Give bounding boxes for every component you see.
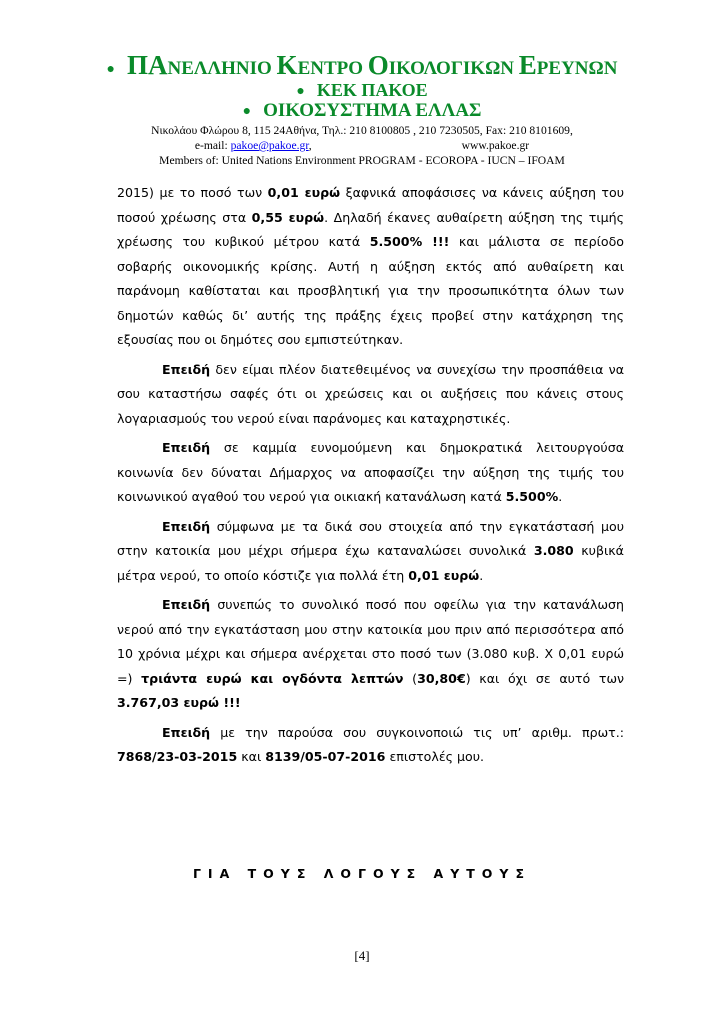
text-run: επιστολές μου.	[385, 749, 485, 764]
bold-text-run: 3.767,03 ευρώ !!!	[117, 695, 241, 710]
bold-text-run: Επειδή	[162, 597, 211, 612]
letterhead-subtitle-2	[0, 100, 724, 122]
letterhead-line2: ΚΕΚ ΠΑΚΟΕ	[316, 80, 428, 100]
paragraph	[117, 436, 624, 510]
email-label: e-mail:	[194, 139, 231, 152]
title-part: Κ	[276, 50, 298, 80]
title-part: ΙΚΟΛΟΓΙΚΩΝ	[388, 58, 519, 79]
text-run: . Δηλαδή έκανες αυθαίρετη αύξηση της τιμής χρέωσης του κυβικού μέτρου κατά	[117, 209, 624, 249]
title-part: ΠΑ	[126, 50, 168, 80]
text-run: .	[479, 567, 484, 583]
bold-text-run: 8139/05-07-2016	[265, 749, 386, 764]
bold-text-run: τριάντα ευρώ και ογδόντα λεπτών	[141, 670, 404, 686]
paragraph	[117, 358, 624, 432]
email-link[interactable]: pakoe@pakoe.gr	[230, 139, 309, 152]
letterhead-title	[0, 50, 724, 81]
website-text: www.pakoe.gr	[461, 139, 530, 152]
paragraph	[117, 721, 624, 770]
paragraph	[117, 181, 624, 353]
bold-text-run: 0,01 ευρώ	[267, 185, 341, 200]
letterhead-members: Members of: United Nations Environment PROGRAM - ECOROPA - IUCN – IFOAM	[159, 154, 565, 167]
title-part: ΕΝΤΡΟ	[297, 58, 368, 79]
letter-body	[117, 181, 624, 775]
text-run: (	[403, 670, 418, 686]
bold-text-run: 5.500% !!!	[369, 234, 450, 249]
text-run: ξαφνικά αποφάσισες να κάνεις αύξηση του ποσού χρέωσης στα	[117, 185, 624, 225]
text-run: κυβικά μέτρα νερού, το οποίο κόστιζε για πολλά έτη	[117, 543, 624, 583]
text-run: και	[237, 749, 266, 764]
title-part: ΡΕΥΝΩΝ	[536, 58, 618, 79]
bold-text-run: 5.500%	[505, 489, 559, 504]
text-run: σε καμμία ευνομούμενη και δημοκρατικά λειτουργούσα κοινωνία δεν δύναται Δήμαρχος να αποφασίζει την αύξηση της τιμής του κοινωνικού αγαθού του νερού για οικιακή κατανάλωση κατά	[117, 440, 624, 504]
title-part: Ε	[518, 50, 537, 80]
closing-heading: ΓΙΑ ΤΟΥΣ ΛΟΓΟΥΣ ΑΥΤΟΥΣ	[192, 866, 532, 881]
bullet-icon: ●	[296, 83, 305, 99]
letterhead-subtitle	[0, 80, 724, 101]
title-part: Ο	[367, 50, 389, 80]
bold-text-run: Επειδή	[162, 518, 211, 534]
letterhead-contact	[0, 139, 724, 152]
bullet-icon: ●	[106, 61, 115, 77]
text-run: με την παρούσα σου συγκοινοποιώ τις υπ’ αριθμ. πρωτ.:	[210, 724, 624, 740]
text-run: ) και όχι σε αυτό των	[465, 670, 625, 686]
email-suffix: ,	[308, 139, 312, 152]
text-run: και μάλιστα σε περίοδο σοβαρής οικονομικής κρίσης. Αυτή η αύξηση εκτός από αυθαίρετη και παράνομη καθίσταται και προσβλητική για την προσωπικότητα όλων των δημοτών καθώς δι’ αυτής της πράξης έχεις προβεί στην κατάχρηση της εξουσίας που οι δημότες σου εμπιστεύτηκαν.	[117, 234, 624, 347]
text-run: 2015) με το ποσό των	[117, 185, 268, 200]
bullet-icon: ●	[242, 103, 252, 119]
text-run: .	[558, 489, 563, 504]
bold-text-run: 0,55 ευρώ	[251, 209, 325, 225]
text-run: δεν είμαι πλέον διατεθειμένος να συνεχίσω την προσπάθεια να σου καταστήσω σαφές ότι οι χρεώσεις και οι αυξήσεις που κάνεις στους λογαριασμούς του νερού είναι παράνομες και καταχρηστικές.	[117, 361, 624, 426]
page-number: [4]	[354, 948, 370, 963]
text-run: σύμφωνα με τα δικά σου στοιχεία από την εγκατάστασή μου στην κατοικία μου μέχρι σήμερα έχω καταναλώσει συνολικά	[117, 518, 624, 558]
paragraph	[117, 593, 624, 716]
bold-text-run: 30,80€	[417, 670, 466, 686]
bold-text-run: Επειδή	[162, 361, 211, 377]
text-run: συνεπώς το συνολικό ποσό που οφείλω για την κατανάλωση νερού από την εγκατάσταση μου στην κατοικία μου πριν από περισσότερα από 10 χρόνια μέχρι και σήμερα ανέρχεται στο ποσό των (3.080 κυβ. Χ 0,01 ευρώ =)	[117, 597, 624, 686]
bold-text-run: 3.080	[533, 543, 574, 558]
bold-text-run: Επειδή	[162, 724, 211, 740]
bold-text-run: 7868/23-03-2015	[117, 749, 238, 764]
title-part: ΝΕΛΛΗΝΙΟ	[167, 58, 277, 79]
paragraph	[117, 515, 624, 589]
bold-text-run: Επειδή	[162, 440, 211, 455]
bold-text-run: 0,01 ευρώ	[408, 567, 480, 583]
letterhead-line3: ΟΙΚΟΣΥΣΤΗΜΑ ΕΛΛΑΣ	[263, 100, 482, 121]
letterhead-address: Νικολάου Φλώρου 8, 115 24Αθήνα, Τηλ.: 210 8100805 , 210 7230505, Fax: 210 8101609,	[151, 124, 573, 137]
